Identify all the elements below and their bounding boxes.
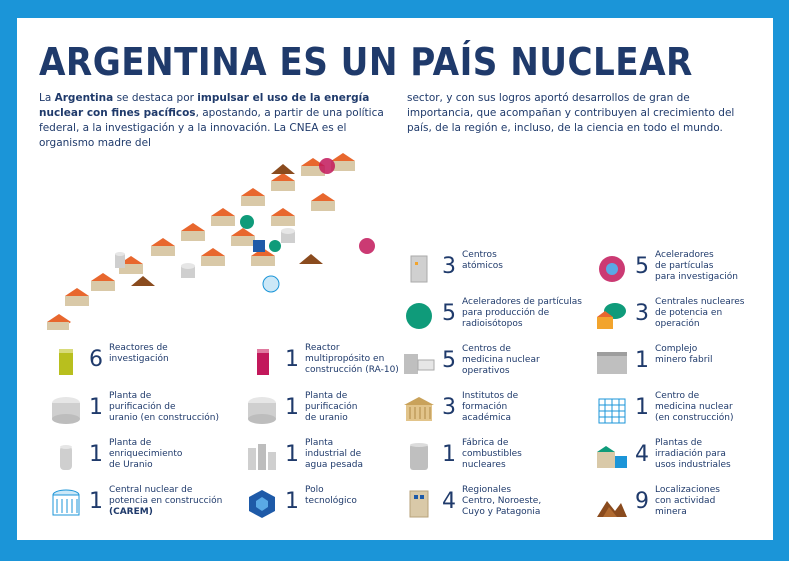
radioisotope-accelerator-icon [402, 299, 436, 333]
legend-count: 1 [89, 489, 103, 514]
legend-count: 1 [635, 348, 649, 373]
legend-count: 5 [442, 301, 456, 326]
legend-count: 3 [635, 301, 649, 326]
legend-label: Aceleradores de partículas para producción de radioisótopos [462, 297, 582, 329]
legend-count: 5 [635, 254, 649, 279]
legend-item-purificacion-construccion [49, 391, 249, 431]
intro-text: La [39, 92, 55, 104]
purification-plant-construction-icon [49, 393, 83, 427]
legend-item-mineria [595, 485, 765, 525]
legend-item-centrales-potencia [595, 297, 765, 337]
legend-item-institutos [402, 391, 592, 431]
legend-count: 1 [285, 347, 299, 372]
intro-text: se destaca por [113, 92, 198, 104]
purification-plant-icon [245, 393, 279, 427]
house-orange-icon [91, 273, 115, 291]
teal-accelerator-icon [240, 215, 254, 229]
legend-label: Centrales nucleares de potencia en operación [655, 297, 745, 329]
tech-hub-icon [253, 240, 265, 252]
legend-count: 6 [89, 347, 103, 372]
legend-item-enriquecimiento [49, 438, 249, 478]
mining-location-icon [595, 487, 629, 521]
cylinder-plant-icon [281, 228, 295, 243]
enrichment-plant-icon [49, 440, 83, 474]
legend-label: Plantas de irradiación para usos industriales [655, 438, 731, 470]
legend-count: 3 [442, 254, 456, 279]
reactor-icon [49, 345, 83, 379]
institute-icon [402, 393, 436, 427]
mining-pile-icon [271, 164, 295, 174]
nuclear-medicine-icon [402, 346, 436, 380]
legend-count: 5 [442, 348, 456, 373]
intro-text: , apostando, a partir de una política federal, a la investigación y a la innovación. La CNEA es el organismo madre del [39, 107, 384, 149]
intro-paragraph-right: sector, y con sus logros aportó desarrollos de gran de importancia, que acompañan y contribuyen al crecimiento del país, de la región e, incluso, de la ciencia en todo el mundo. [407, 92, 735, 134]
research-accelerator-icon [595, 252, 629, 286]
mining-complex-icon [595, 346, 629, 380]
legend-item-regionales [402, 485, 592, 525]
legend-count: 1 [285, 442, 299, 467]
argentina-isometric-map [31, 136, 391, 336]
legend-item-aceleradores-radioisotopos [402, 297, 592, 337]
legend-label: Centros de medicina nuclear operativos [462, 344, 540, 376]
legend-item-purificacion [245, 391, 415, 431]
page-title: ARGENTINA ES UN PAÍS NUCLEAR [39, 40, 693, 84]
cylinder-plant-icon [181, 263, 195, 278]
legend-item-aceleradores-investigacion [595, 250, 765, 290]
irradiation-plant-icon [595, 440, 629, 474]
intro-bold-argentina: Argentina [54, 92, 114, 104]
legend-item-centros-atomicos [402, 250, 582, 290]
tech-hub-icon [245, 487, 279, 521]
legend-label: Regionales Centro, Noroeste, Cuyo y Patagonia [462, 485, 542, 517]
legend-count: 9 [635, 489, 649, 514]
legend-label: Centros atómicos [462, 250, 503, 271]
house-orange-icon [211, 208, 235, 226]
legend-label: Institutos de formación académica [462, 391, 519, 423]
legend-label: Polo tecnológico [305, 485, 357, 506]
legend-count: 4 [635, 442, 649, 467]
heavy-water-plant-icon [245, 440, 279, 474]
legend-item-irradiacion [595, 438, 765, 478]
house-orange-icon [151, 238, 175, 256]
legend-item-ra10 [245, 343, 415, 383]
carem-icon [49, 487, 83, 521]
legend-label: Reactor multipropósito en construcción (RA-10) [305, 343, 399, 375]
legend-label: Aceleradores de partículas para investigación [655, 250, 738, 282]
legend-count: 1 [285, 395, 299, 420]
reactor-ra10-icon [245, 345, 279, 379]
legend-label: Planta de purificación de uranio (en construcción) [109, 391, 220, 423]
legend-item-polo [245, 485, 415, 525]
teal-accelerator-icon [269, 240, 281, 252]
legend-label: Fábrica de combustibles nucleares [462, 438, 522, 470]
legend-count: 1 [89, 395, 103, 420]
legend-label: Planta industrial de agua pesada [305, 438, 363, 470]
magenta-accelerator-icon [319, 158, 335, 174]
legend-item-fabrica-combustibles [402, 438, 592, 478]
legend-label: Central nuclear de potencia en construcción (CAREM) [109, 485, 223, 517]
legend-count: 1 [89, 442, 103, 467]
legend-label: Planta de purificación de uranio [305, 391, 358, 423]
legend-item-carem [49, 485, 249, 525]
house-orange-icon [181, 223, 205, 241]
magenta-accelerator-icon [359, 238, 375, 254]
legend-item-medicina-nuclear [402, 344, 592, 384]
mining-pile-icon [299, 254, 323, 264]
legend-count: 1 [635, 395, 649, 420]
regional-office-icon [402, 487, 436, 521]
fuel-factory-icon [402, 440, 436, 474]
medicine-center-construction-icon [595, 393, 629, 427]
carem-icon [263, 276, 279, 292]
legend-label: Localizaciones con actividad minera [655, 485, 720, 517]
map-illustration [31, 136, 391, 336]
legend-label: Planta de enriquecimiento de Uranio [109, 438, 183, 470]
legend-label: Centro de medicina nuclear (en construcción) [655, 391, 734, 423]
legend-label: Complejo minero fabril [655, 344, 713, 365]
legend-item-reactores [49, 343, 249, 383]
legend-count: 1 [285, 489, 299, 514]
power-plant-icon [595, 299, 629, 333]
atomic-center-icon [402, 252, 436, 286]
house-orange-icon [271, 173, 295, 191]
legend-item-agua-pesada [245, 438, 415, 478]
legend-count: 1 [442, 442, 456, 467]
intro-bold-purpose: impulsar el uso de la energía nuclear con fines pacíficos [39, 92, 370, 119]
legend-item-medicina-construccion [595, 391, 765, 431]
legend-item-complejo-minero [595, 344, 765, 384]
legend-count: 3 [442, 395, 456, 420]
house-orange-icon [241, 188, 265, 206]
legend-count: 4 [442, 489, 456, 514]
legend-label: Reactores de investigación [109, 343, 169, 364]
cylinder-plant-icon [115, 252, 125, 268]
infographic-card [17, 18, 773, 540]
